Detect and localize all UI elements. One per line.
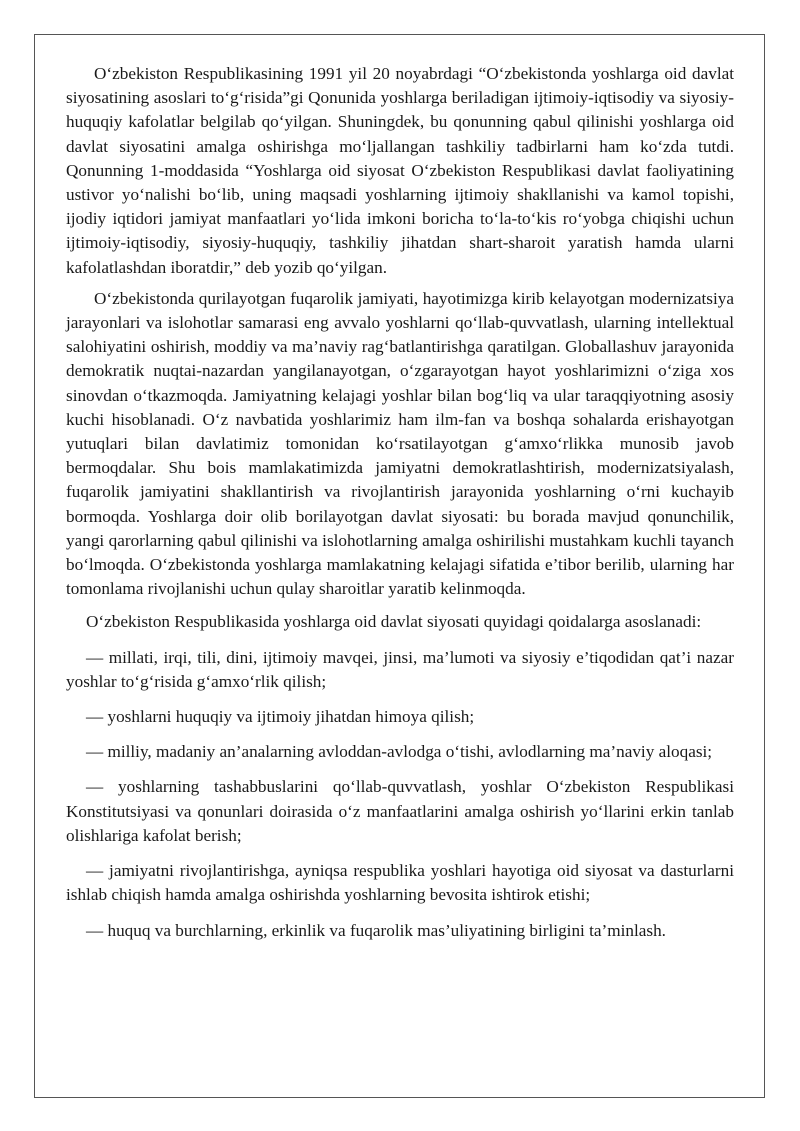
paragraph-civil-society: O‘zbekistonda qurilayotgan fuqarolik jamiyati, hayotimizga kirib kelayotgan modernizatsiya jarayonlari va islohotlar samarasi eng avvalo yoshlarni qo‘llab-quvvatlash, ularning intellektual salohiyatini oshirish, moddiy va ma’naviy rag‘batlantirishga qaratilgan. Globallashuv jarayonida demokratik nuqtai-nazardan yangilanayotgan, o‘zgarayotgan hayot yoshlarimizni o‘ziga xos sinovdan o‘tkazmoqda. Jamiyatning kelajagi yoshlar bilan bog‘liq va ular taraqqiyotning asosiy kuchi hisoblanadi. O‘z navbatida yoshlarimiz ham ilm-fan va boshqa sohalarda erishayotgan yutuqlari bilan davlatimiz tomonidan ko‘rsatilayotgan g‘amxo‘rlikka munosib javob bermoqdalar. Shu bois mamlakatimizda jamiyatni demokratlashtirish, modernizatsiyalash, fuqarolik jamiyatini shakllantirish va rivojlantirish jarayonida yoshlarning o‘rni kuchayib bormoqda. Yoshlarga doir olib borilayotgan davlat siyosati: bu borada mavjud qonunchilik, yangi qarorlarning qabul qilinishi va islohotlarning amalga oshirilishi mustahkam kuchli tayanch bo‘lmoqda. O‘zbekistonda yoshlarga mamlakatning kelajagi sifatida e’tibor berilib, ularning har tomonlama rivojlanishi uchun qulay sharoitlar yaratib kelinmoqda. [66,288,734,599]
list-item: — yoshlarni huquqiy va ijtimoiy jihatdan himoya qilish; [86,707,475,727]
list-item: — millati, irqi, tili, dini, ijtimoiy mavqei, jinsi, ma’lumoti va siyosiy e’tiqodidan qat’i nazar yoshlar to‘g‘risida g‘amxo‘rlik qilish; [66,647,734,691]
list-item: — yoshlarning tashabbuslarini qo‘llab-quvvatlash, yoshlar O‘zbekiston Respublikasi Konstitutsiyasi va qonunlari doirasida o‘z manfaatlarini amalga oshirish yo‘llarini erkin tanlab olishlariga kafolat berish; [66,777,734,845]
list-item: — huquq va burchlarning, erkinlik va fuqarolik mas’uliyatining birligini ta’minlash. [86,920,666,940]
paragraph-law-1991: O‘zbekiston Respublikasining 1991 yil 20 noyabrdagi “O‘zbekistonda yoshlarga oid davlat siyosatining asoslari to‘g‘risida”gi Qonunida yoshlarga beriladigan ijtimoiy-iqtisodiy va siyosiy-huquqiy kafolatlar belgilab qo‘yilgan. Shuningdek, bu qonunning qabul qilinishi yoshlarga oid davlat siyosatini amalga oshirishga mo‘ljallangan tashkiliy tadbirlarni ham ko‘zda tutdi. Qonunning 1-moddasida “Yoshlarga oid siyosat O‘zbekiston Respublikasi davlat faoliyatining ustivor yo‘nalishi bo‘lib, uning maqsadi yoshlarning ijtimoiy shakllanishi va kamol topishi, ijodiy iqtidori jamiyat manfaatlari yo‘lida imkoni boricha to‘la-to‘kis ro‘yobga chiqishi uchun ijtimoiy-iqtisodiy, siyosiy-huquqiy, tashkiliy jihatdan shart-sharoit yaratish hamda ularni kafolatlashdan iboratdir,” deb yozib qo‘yilgan. [66,64,734,277]
principles-list [66,646,734,943]
document-body [66,62,734,943]
paragraph-policy-principles: O‘zbekiston Respublikasida yoshlarga oid davlat siyosati quyidagi qoidalarga asoslanadi: [86,612,702,632]
list-item: — milliy, madaniy an’analarning avloddan-avlodga o‘tishi, avlodlarning ma’naviy aloqasi; [86,742,713,762]
list-item: — jamiyatni rivojlantirishga, ayniqsa respublika yoshlari hayotiga oid siyosat va dasturlarni ishlab chiqish hamda amalga oshirishda yoshlarning bevosita ishtirok etishi; [66,861,734,905]
